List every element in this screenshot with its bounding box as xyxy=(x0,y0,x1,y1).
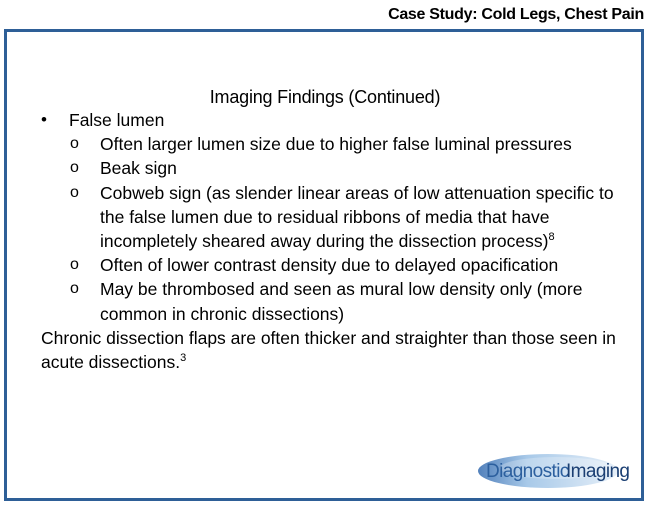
logo-text-imaging: Imaging xyxy=(566,461,630,482)
sub-bullet-text: Beak sign xyxy=(100,158,177,179)
sub-bullet-text: Often larger lumen size due to higher false luminal pressures xyxy=(100,134,572,155)
bullet-marker: • xyxy=(41,110,47,129)
sub-bullet-item xyxy=(41,181,631,254)
sub-bullet-item xyxy=(41,253,631,277)
diagnostic-imaging-logo xyxy=(478,447,638,491)
slide-content xyxy=(41,108,631,374)
sub-bullet-item xyxy=(41,156,631,180)
sub-bullet-marker: o xyxy=(70,183,79,201)
paragraph-text: Chronic dissection flaps are often thicker and straighter than those seen in acute dissections. xyxy=(41,327,616,373)
sub-bullet-text: Often of lower contrast density due to delayed opacification xyxy=(100,255,559,276)
sub-bullet-marker: o xyxy=(70,256,79,274)
logo-text-diagnostic: Diagnostic xyxy=(486,461,569,482)
sub-bullet-list xyxy=(41,132,631,326)
sub-bullet-item xyxy=(41,277,631,325)
sub-bullet-text: May be thrombosed and seen as mural low density only (more common in chronic dissections) xyxy=(100,279,583,324)
bullet-text: False lumen xyxy=(69,110,165,130)
sub-bullet-marker: o xyxy=(70,159,79,177)
sub-bullet-item xyxy=(41,132,631,156)
sub-bullet-text: Cobweb sign (as slender linear areas of low attenuation specific to the false lumen due to residual ribbons of media that have incompletely sheared away during the dissection process) xyxy=(100,182,614,252)
bullet-false-lumen xyxy=(41,108,631,132)
reference-superscript: 8 xyxy=(548,231,555,244)
sub-bullet-marker: o xyxy=(70,135,79,153)
reference-superscript: 3 xyxy=(180,352,187,365)
case-study-title: Case Study: Cold Legs, Chest Pain xyxy=(388,6,644,23)
summary-paragraph xyxy=(41,326,631,374)
slide-heading: Imaging Findings (Continued) xyxy=(209,87,441,107)
sub-bullet-marker: o xyxy=(70,280,79,298)
